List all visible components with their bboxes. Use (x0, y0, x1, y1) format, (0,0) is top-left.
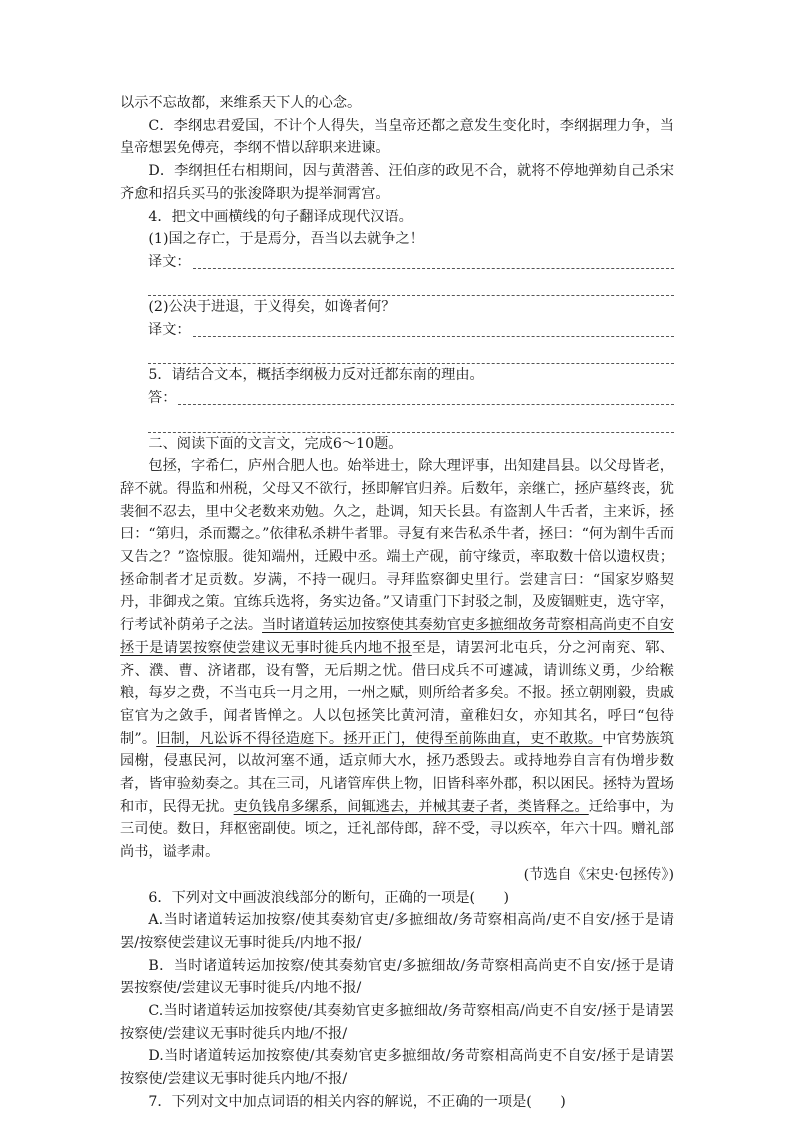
q4-answer-line-2b[interactable] (148, 342, 674, 365)
q3-option-d: D．李纲担任右相期间，因与黄潜善、汪伯彦的政见不合，就将不停地弹劾自己杀宋齐愈和招兵买马的张浚降职为提举洞霄宫。 (120, 163, 674, 202)
q4-answer-line-1b[interactable] (148, 274, 674, 297)
q4-stem: 4．把文中画横线的句子翻译成现代汉语。 (148, 208, 413, 225)
q7-stem: 7．下列对文中加点词语的相关内容的解说，不正确的一项是( ) (148, 1093, 566, 1110)
passage-part-d: 迁给事中，为三司使。数日，拜枢密副使。顷之，迁礼部侍郎，辞不受，寻以疾卒，年六十四。赠礼部尚书，谥孝肃。 (120, 798, 674, 861)
q4-answer-label-1: 译文： (148, 253, 191, 270)
q5-answer-line-b[interactable] (148, 410, 674, 433)
q3-option-c: C．李纲忠君爱国，不计个人得失，当皇帝还都之意发生变化时，李纲据理力争，当皇帝想罢免傅亮，李纲不惜以辞职来进谏。 (120, 117, 674, 157)
q5-answer-label: 答： (148, 390, 177, 407)
passage-part-a: 包拯，字希仁，庐州合肥人也。始举进士，除大理评事，出知建昌县。以父母皆老，辞不就。得监和州税，父母又不欲行，拯即解官归养。后数年，亲继亡，拯庐墓终丧，犹裴徊不忍去，里中父老数来劝勉。久之，赴调，知天长县。有盗割人牛舌者，主来诉，拯曰：“第归，杀而鬻之。”依律私杀耕牛者罪。寻复有来告私杀牛者，拯曰：“何为割牛舌而又告之？”盗惊服。徙知端州，迁殿中丞。端土产砚，前守缘贡，率取数十倍以遗权贵；拯命制者才足贡数。岁满，不持一砚归。寻拜监察御史里行。尝建言曰：“国家岁赂契丹，非御戎之策。宜练兵选将，务实边备。”又请重门下封驳之制，及废锢赃吏，选守宰，行考试补荫弟子之法。 (120, 458, 674, 634)
q6-option-c[interactable]: C.当时诸道转运加按察使/其奏劾官吏多摭细故/务苛察相高/尚吏不自安/拯于是请罢按察使/尝建议无事时徙兵内地/不报/ (120, 1003, 674, 1042)
passage-part-c: 中官势族筑园榭，侵惠民河，以故河塞不通，适京师大水，拯乃悉毁去。或持地券自言有伪增步数者，皆审验劾奏之。其在三司，凡诸管库供上物，旧皆科率外郡，积以困民。拯特为置场和市，民得无扰。 (120, 730, 674, 815)
passage-underlined-2: 吏负钱帛多缧系，间辄逃去，并械其妻子者，类皆释之。 (233, 798, 589, 815)
q3-option-b-tail: 以示不忘故都，来维系天下人的心念。 (120, 95, 362, 111)
q5-answer-line[interactable] (120, 387, 674, 410)
q4-sentence-2: (2)公决于进退，于义得矣，如谗者何？ (148, 299, 396, 316)
q4-answer-label-2: 译文： (148, 322, 191, 339)
q6-option-d[interactable]: D.当时诸道转运加按察使/其奏劾官吏多摭细故/务苛察相高尚吏不自安/拯于是请罢按察使/尝建议无事时徙兵内地/不报/ (120, 1048, 674, 1088)
q4-sentence-1: (1)国之存亡，于是焉分，吾当以去就争之！ (148, 231, 424, 248)
passage (120, 455, 674, 864)
q4-answer-line-1[interactable] (120, 251, 674, 274)
q6-option-b[interactable]: B．当时诸道转运加按察/使其奏劾官吏/多摭细故/务苛察相高尚吏不自安/拯于是请罢按察使/尝建议无事时徙兵/内地不报/ (120, 957, 674, 997)
q4-answer-line-2[interactable] (120, 319, 674, 342)
passage-wavy-segment: 当时诸道转运加按察使其奏劾官吏多摭细故务苛察相高尚吏不自安拯于是请罢按察使尝建议无事时徙兵内地不报 (120, 617, 674, 656)
document-page (120, 92, 674, 1114)
q6-option-a[interactable]: A.当时诸道转运加按察/使其奏劾官吏/多摭细故/务苛察相高尚/吏不自安/拯于是请罢/按察使尝建议无事时徙兵/内地不报/ (120, 912, 674, 951)
passage-underlined-1: 旧制，凡讼诉不得径造庭下。拯开正门，使得至前陈曲直，吏不敢欺。 (156, 730, 603, 747)
passage-part-b: 至是，请罢河北屯兵，分之河南兖、郓、齐、濮、曹、济诸郡，设有警，无后期之忧。借曰戍兵不可遽减，请训练义勇，少给糇粮，每岁之费，不当屯兵一月之用，一州之赋，则所给者多矣。不报。拯立朝刚毅，贵戚宦官为之敛手，闻者皆惮之。人以包拯笑比黄河清，童稚妇女，亦知其名，呼曰“包待制”。 (120, 639, 674, 747)
section2-intro: 二、阅读下面的文言文，完成6～10题。 (148, 435, 403, 452)
passage-source: (节选自《宋史·包拯传》) (523, 866, 674, 883)
q5-stem: 5．请结合文本，概括李纲极力反对迁都东南的理由。 (148, 367, 484, 384)
q6-stem: 6．下列对文中画波浪线部分的断句，正确的一项是( ) (148, 889, 509, 906)
